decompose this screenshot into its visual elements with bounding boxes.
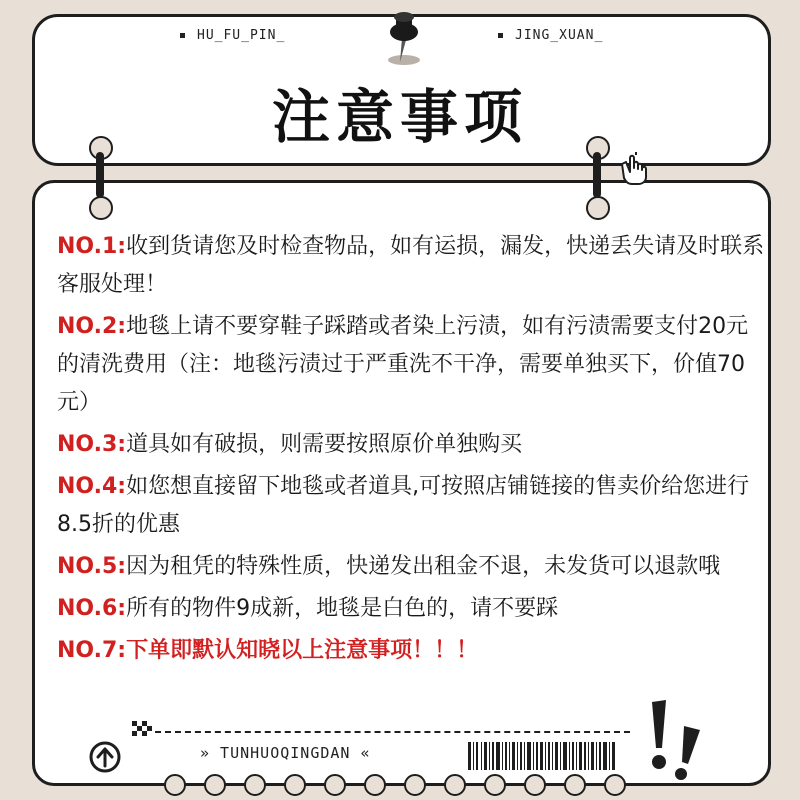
up-arrow-icon — [88, 740, 122, 774]
note-text: 所有的物件9成新，地毯是白色的，请不要踩 — [126, 596, 559, 621]
tag-right: JING_XUAN_ — [498, 28, 603, 43]
note-number: NO.1: — [57, 234, 127, 259]
note-number: NO.5: — [57, 554, 127, 579]
exclamation-icon — [648, 700, 704, 780]
ticket-notch — [444, 774, 466, 796]
note-text: 地毯上请不要穿鞋子踩踏或者染上污渍，如有污渍需要支付20元的清洗费用（注：地毯污渍过于严重洗不干净，需要单独买下，价值70元） — [57, 314, 749, 415]
notes-list — [57, 228, 769, 670]
ticket-notch — [404, 774, 426, 796]
note-text: 因为租凭的特殊性质，快递发出租金不退，未发货可以退款哦 — [126, 554, 721, 579]
ticket-notch — [484, 774, 506, 796]
pushpin-icon — [378, 8, 438, 68]
note-item — [57, 632, 769, 670]
ticket-notch — [204, 774, 226, 796]
dashed-divider — [155, 731, 630, 733]
binder-ring — [593, 152, 601, 198]
note-item — [57, 426, 769, 464]
footer-label: » TUNHUOQINGDAN « — [200, 744, 371, 762]
ticket-notch — [244, 774, 266, 796]
checker-mark — [132, 721, 154, 741]
ticket-notch — [164, 774, 186, 796]
ticket-notch — [284, 774, 306, 796]
note-number: NO.3: — [57, 432, 127, 457]
ticket-notch — [364, 774, 386, 796]
hand-pointer-icon — [616, 152, 652, 186]
note-item — [57, 468, 769, 544]
note-text: 如您想直接留下地毯或者道具,可按照店铺链接的售卖价给您进行8.5折的优惠 — [57, 474, 750, 537]
note-text: 下单即默认知晓以上注意事项！！！ — [126, 638, 479, 663]
note-text: 道具如有破损，则需要按照原价单独购买 — [126, 432, 523, 457]
note-number: NO.2: — [57, 314, 127, 339]
page-title: 注意事项 — [271, 83, 528, 151]
note-item — [57, 548, 769, 586]
note-number: NO.7: — [57, 638, 127, 663]
note-number: NO.4: — [57, 474, 127, 499]
barcode-icon — [468, 742, 618, 770]
ticket-notch — [564, 774, 586, 796]
note-text: 收到货请您及时检查物品，如有运损，漏发，快递丢失请及时联系客服处理！ — [57, 234, 765, 297]
tag-left: HU_FU_PIN_ — [180, 28, 285, 43]
binder-hole — [586, 196, 610, 220]
ticket-notch — [604, 774, 626, 796]
note-item — [57, 308, 769, 422]
binder-hole — [89, 196, 113, 220]
ticket-notch — [524, 774, 546, 796]
note-item — [57, 228, 769, 304]
binder-ring — [96, 152, 104, 198]
ticket-notch — [324, 774, 346, 796]
note-number: NO.6: — [57, 596, 127, 621]
note-item — [57, 590, 769, 628]
